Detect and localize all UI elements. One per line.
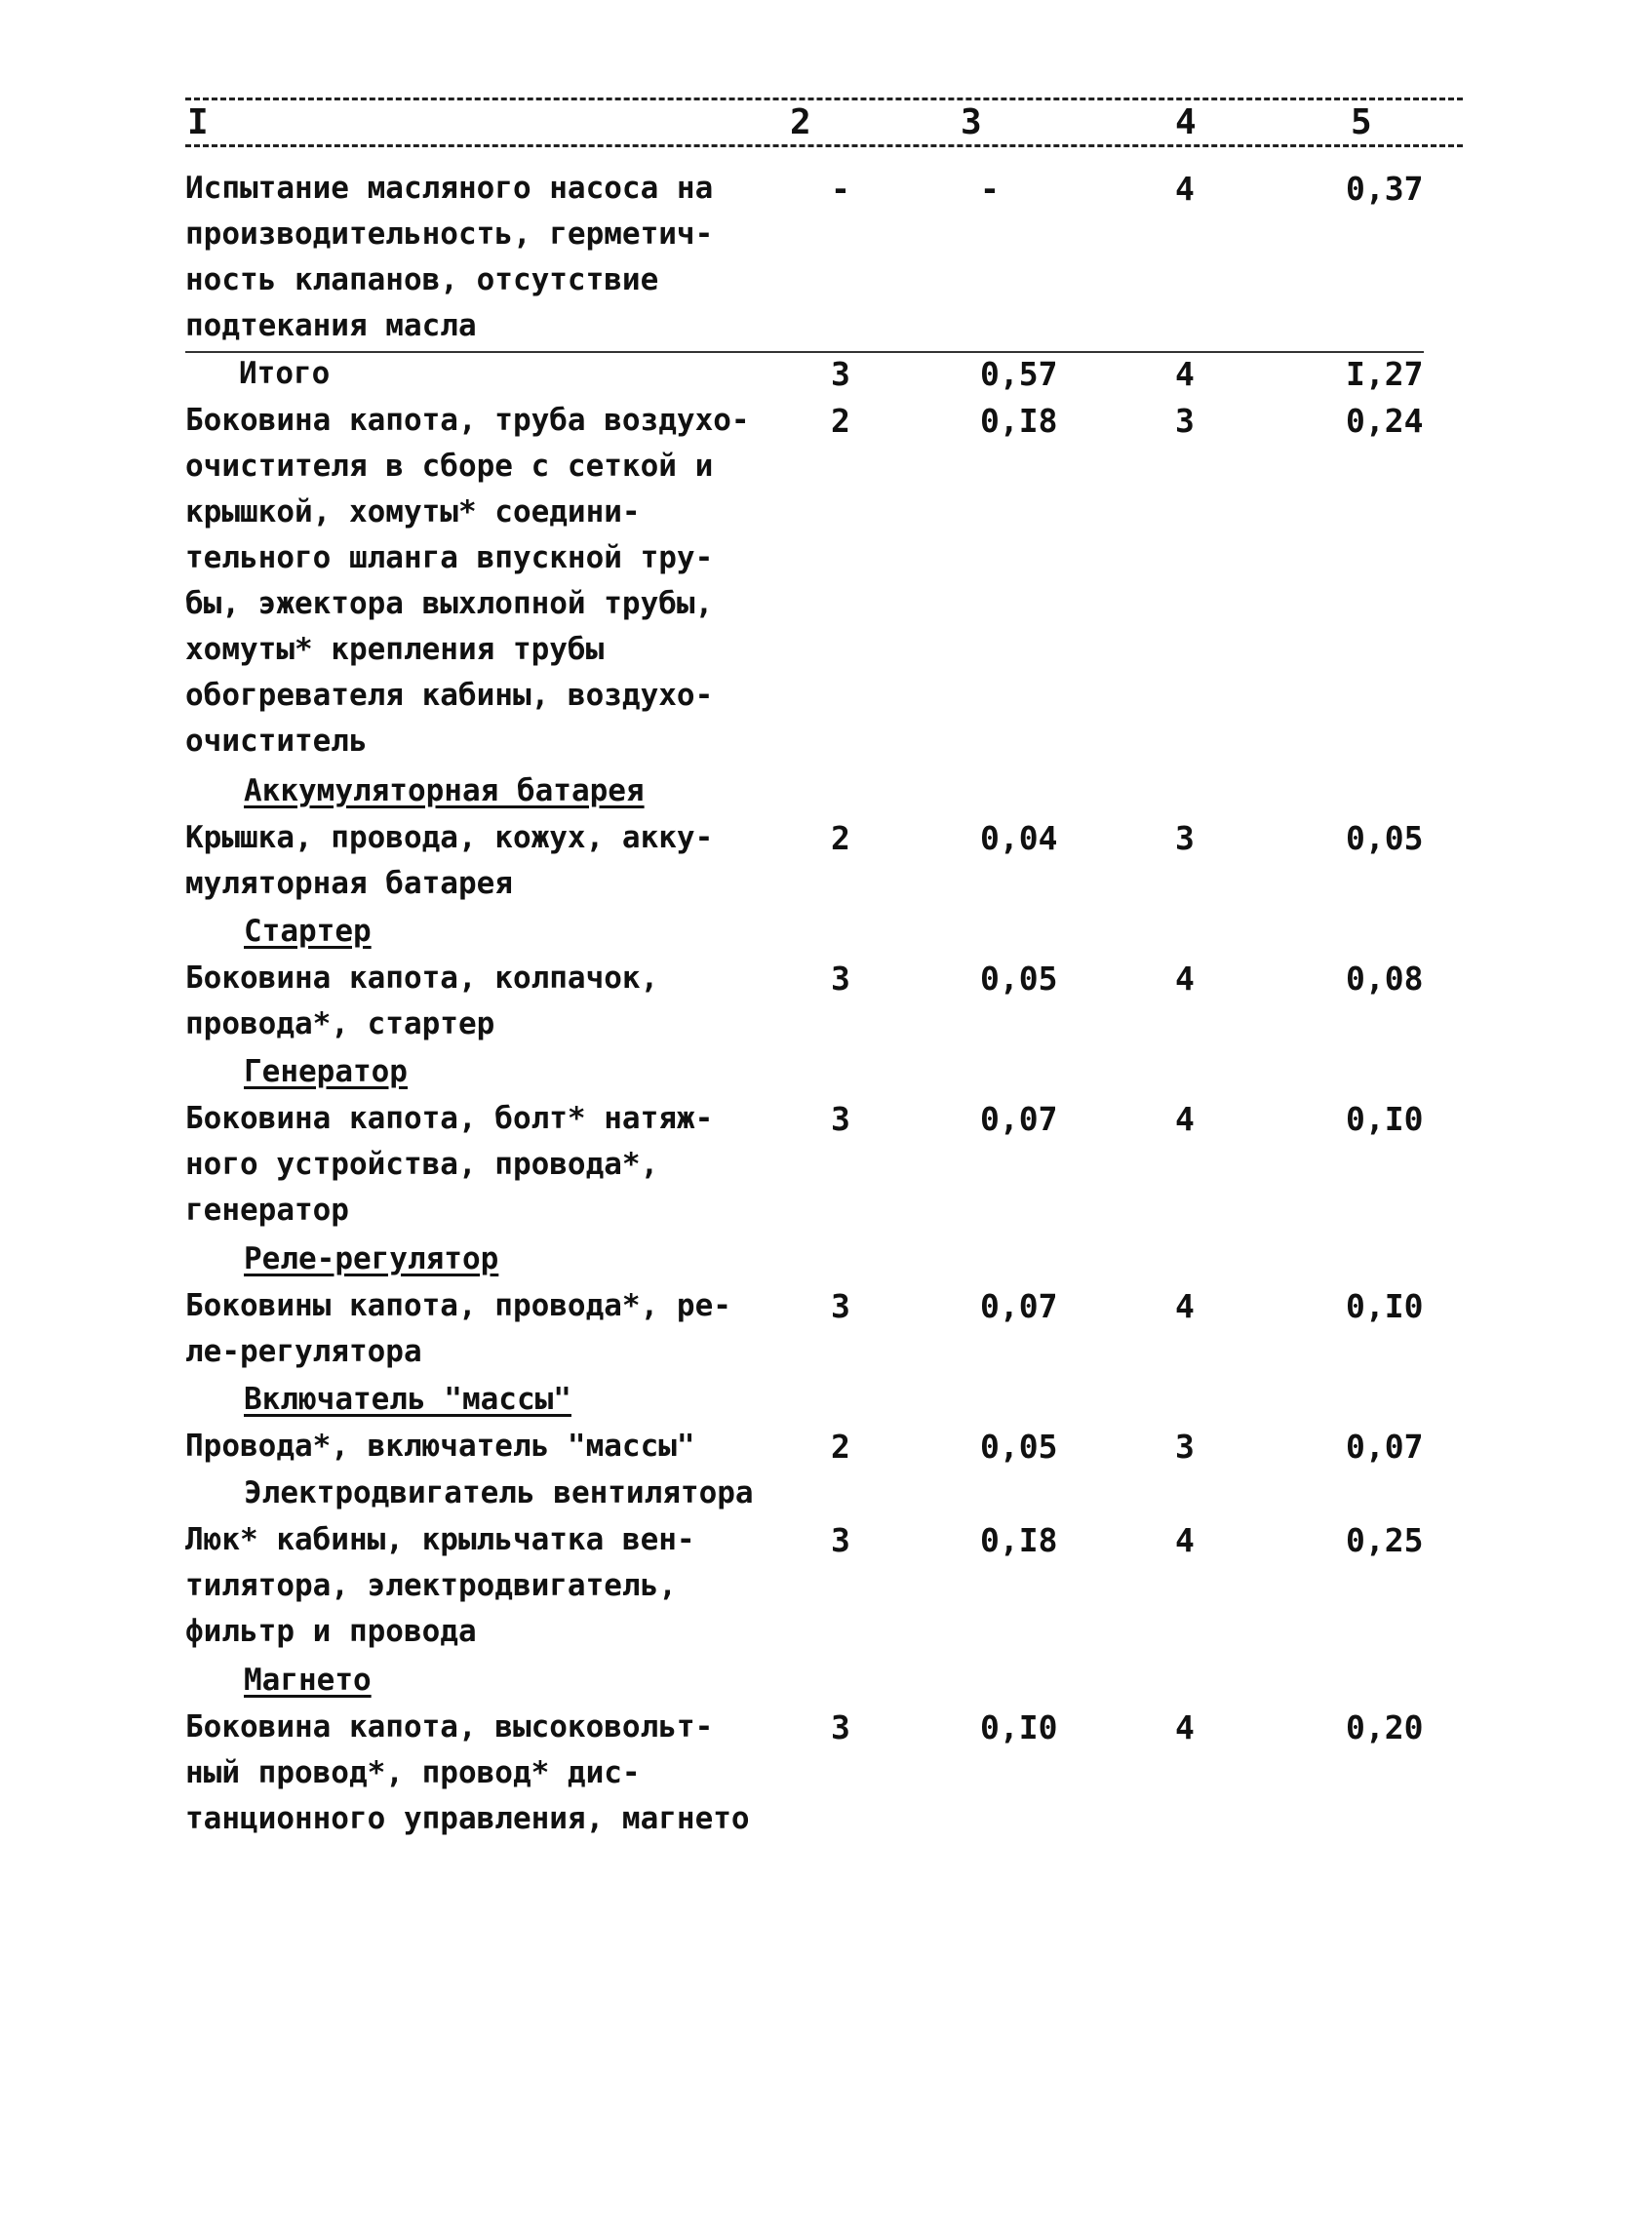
- row-col5: 0,I0: [1346, 1287, 1424, 1325]
- header-col-5: 5: [1351, 102, 1372, 142]
- subtotal-col4: 4: [1175, 355, 1195, 393]
- subtotal-col2: 3: [831, 355, 850, 393]
- header-col-2: 2: [790, 102, 811, 142]
- section-heading: Магнето: [244, 1663, 372, 1698]
- row-col2: 2: [831, 1428, 850, 1466]
- row-col3: 0,04: [980, 819, 1058, 857]
- row-col4: 4: [1175, 960, 1195, 998]
- row-col2: 3: [831, 1708, 850, 1746]
- row-col5: 0,08: [1346, 960, 1424, 998]
- row-description: Провода*, включатель "массы": [185, 1429, 695, 1464]
- row-col3: 0,07: [980, 1100, 1058, 1138]
- subtotal-col5: I,27: [1346, 355, 1424, 393]
- header-bottom-rule: [185, 144, 1463, 147]
- row-col3: 0,07: [980, 1287, 1058, 1325]
- row-col5: 0,I0: [1346, 1100, 1424, 1138]
- row-col2: 3: [831, 1100, 850, 1138]
- row-col4: 4: [1175, 1287, 1195, 1325]
- row-col4: 4: [1175, 1100, 1195, 1138]
- row-col2: 2: [831, 402, 850, 440]
- header-col-4: 4: [1175, 102, 1197, 142]
- row-col4: 3: [1175, 819, 1195, 857]
- row-description: Боковина капота, труба воздухо- очистителя в сборе с сеткой и крышкой, хомуты* соедини- тельного шланга впускной тру- бы, эжектора выхлопной трубы, хомуты* крепления трубы обогревателя кабины, воздухо- очиститель: [185, 403, 750, 759]
- row-description: Люк* кабины, крыльчатка вен- тилятора, электродвигатель, фильтр и провода: [185, 1522, 695, 1649]
- subtotal-label: Итого: [239, 356, 331, 391]
- row-col3: 0,05: [980, 1428, 1058, 1466]
- row-col2: 2: [831, 819, 850, 857]
- header-col-3: 3: [961, 102, 982, 142]
- row-col4: 3: [1175, 1428, 1195, 1466]
- row-col5: 0,25: [1346, 1521, 1424, 1559]
- row-description: Боковина капота, болт* натяж- ного устройства, провода*, генератор: [185, 1101, 714, 1228]
- row-col5: 0,05: [1346, 819, 1424, 857]
- subtotal-col3: 0,57: [980, 355, 1058, 393]
- row-col3: 0,I8: [980, 402, 1058, 440]
- header-col-1: I: [187, 102, 209, 142]
- row-col4: 3: [1175, 402, 1195, 440]
- row-description: Крышка, провода, кожух, акку- муляторная батарея: [185, 820, 714, 901]
- row-col2: 3: [831, 1521, 850, 1559]
- row-col5: 0,20: [1346, 1708, 1424, 1746]
- row-col3: 0,I8: [980, 1521, 1058, 1559]
- section-heading: Стартер: [244, 914, 372, 949]
- subtotal-rule: [185, 351, 1424, 353]
- row-col2: -: [831, 170, 850, 208]
- row-description: Испытание масляного насоса на производительность, герметич- ность клапанов, отсутствие подтекания масла: [185, 171, 714, 343]
- section-heading: Включатель "массы": [244, 1382, 571, 1417]
- row-col4: 4: [1175, 170, 1195, 208]
- row-col5: 0,37: [1346, 170, 1424, 208]
- row-description: Боковина капота, колпачок, провода*, стартер: [185, 961, 659, 1041]
- section-heading: Аккумуляторная батарея: [244, 773, 645, 808]
- section-heading: Генератор: [244, 1054, 408, 1089]
- row-description: Боковина капота, высоковольт- ный провод*, провод* дис- танционного управления, магнето: [185, 1709, 750, 1836]
- section-heading: Реле-регулятор: [244, 1241, 499, 1276]
- row-col3: 0,I0: [980, 1708, 1058, 1746]
- section-heading: Электродвигатель вентилятора: [244, 1475, 754, 1510]
- row-col5: 0,07: [1346, 1428, 1424, 1466]
- row-col4: 4: [1175, 1521, 1195, 1559]
- row-col4: 4: [1175, 1708, 1195, 1746]
- header-top-rule: [185, 98, 1463, 100]
- row-description: Боковины капота, провода*, ре- ле-регулятора: [185, 1288, 731, 1369]
- row-col3: -: [980, 170, 1000, 208]
- row-col5: 0,24: [1346, 402, 1424, 440]
- row-col2: 3: [831, 960, 850, 998]
- row-col2: 3: [831, 1287, 850, 1325]
- row-col3: 0,05: [980, 960, 1058, 998]
